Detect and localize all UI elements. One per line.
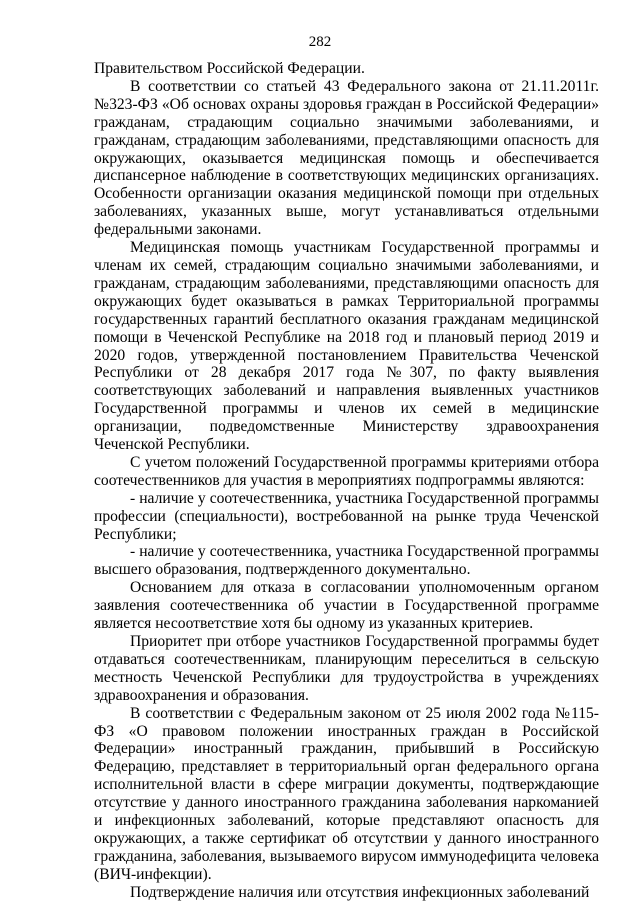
paragraph: В соответствии с Федеральным законом от 25 июля 2002 года №115-ФЗ «О правовом положении иностранных граждан в Российской Федерации» иностранный гражданин, прибывший в Российскую Федерацию, представляет в территориальный орган федерального органа исполнительной власти в сфере миграции документы, подтверждающие отсутствие у данного иностранного гражданина заболевания наркоманией и инфекционных заболеваний, которые представляют опасность для окружающих, а также сертификат об отсутствии у данного иностранного гражданина, заболевания, вызываемого вирусом иммунодефицита человека (ВИЧ-инфекции). <box>94 704 599 883</box>
page-number: 282 <box>308 34 332 50</box>
paragraph: Основанием для отказа в согласовании уполномоченным органом заявления соотечественника об участии в Государственной программе является несоответствие хотя бы одному из указанных критериев. <box>94 579 599 633</box>
list-item: - наличие у соотечественника, участника Государственной программы высшего образования, подтвержденного документально. <box>94 543 599 579</box>
paragraph: Медицинская помощь участникам Государственной программы и членам их семей, страдающим социально значимыми заболеваниями, и гражданам, страдающим заболеваниями, представляющими опасность для окружающих будет оказываться в рамках Территориальной программы государственных гарантий бесплатного оказания гражданам медицинской помощи в Чеченской Республике на 2018 год и плановый период 2019 и 2020 годов, утвержденной постановлением Правительства Чеченской Республики от 28 декабря 2017 года №307, по факту выявления соответствующих заболеваний и направления выявленных участников Государственной программы и членов их семей в медицинские организации, подведомственные Министерству здравоохранения Чеченской Республики. <box>94 239 599 454</box>
paragraph: Подтверждение наличия или отсутствия инфекционных заболеваний <box>130 883 590 901</box>
list-item: - наличие у соотечественника, участника Государственной программы профессии (специальности), востребованной на рынке труда Чеченской Республики; <box>94 489 599 543</box>
document-body <box>94 60 599 902</box>
paragraph: С учетом положений Государственной программы критериями отбора соотечественников для участия в мероприятиях подпрограммы являются: <box>94 453 599 489</box>
paragraph: Правительством Российской Федерации. <box>94 60 365 77</box>
paragraph: В соответствии со статьей 43 Федерального закона от 21.11.2011г. №323-ФЗ «Об основах охраны здоровья граждан в Российской Федерации» гражданам, страдающим социально значимыми заболеваниями, и гражданам, страдающим заболеваниями, представляющими опасность для окружающих, оказывается медицинская помощь и обеспечивается диспансерное наблюдение в соответствующих медицинских организациях. Особенности организации оказания медицинской помощи при отдельных заболеваниях, указанных выше, могут устанавливаться отдельными федеральными законами. <box>94 77 599 239</box>
paragraph: Приоритет при отборе участников Государственной программы будет отдаваться соотечественникам, планирующим переселиться в сельскую местность Чеченской Республики для трудоустройства в учреждениях здравоохранения и образования. <box>94 633 599 704</box>
